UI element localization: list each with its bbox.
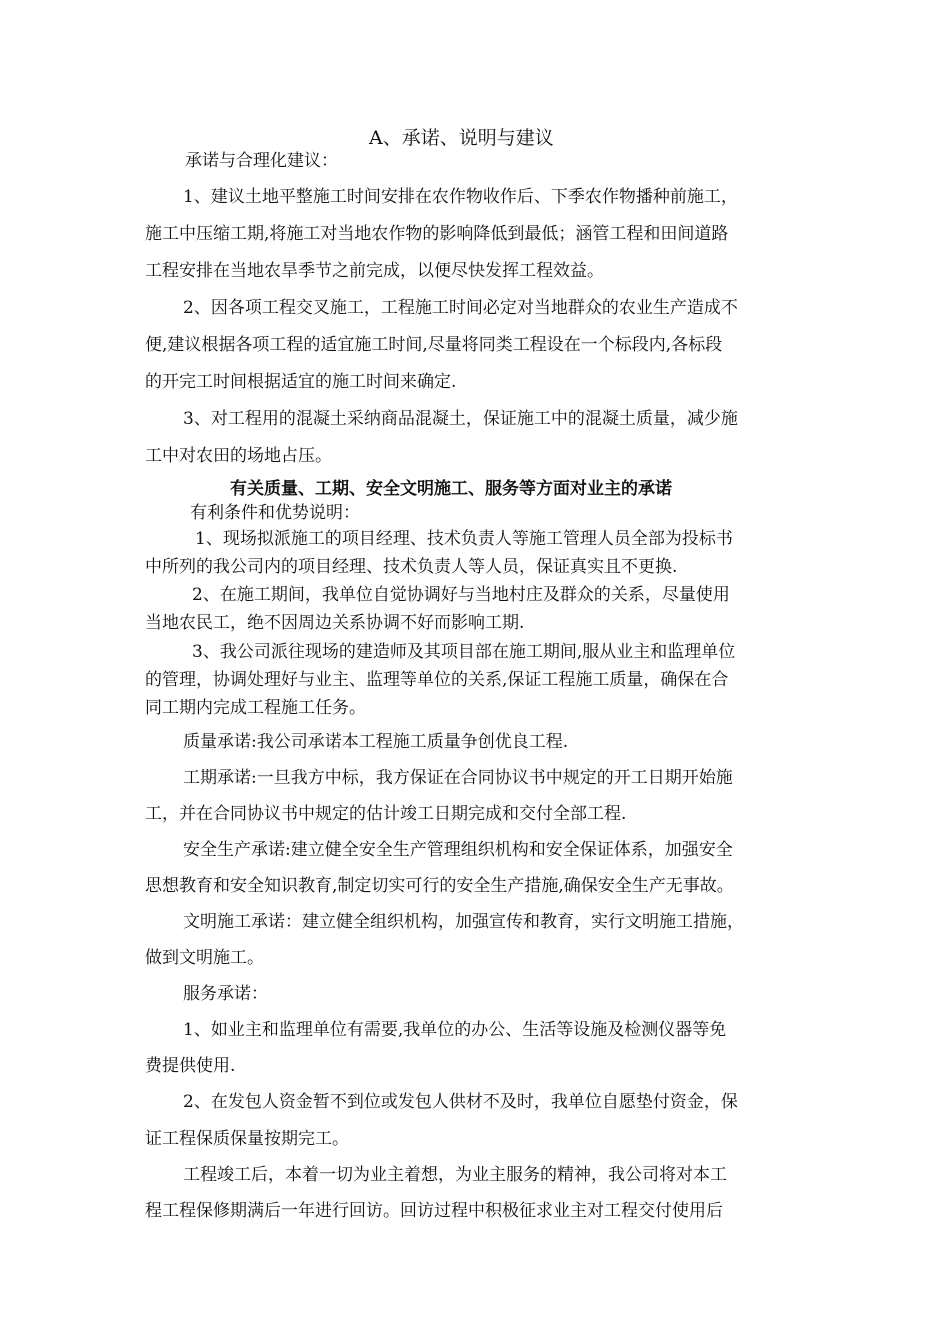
paragraph-line: 思想教育和安全知识教育,制定切实可行的安全生产措施,确保安全生产无事故。 bbox=[145, 876, 734, 896]
paragraph-line: 证工程保质保量按期完工。 bbox=[145, 1129, 349, 1149]
paragraph-line: 2、在施工期间，我单位自觉协调好与当地村庄及群众的关系，尽量使用 bbox=[192, 585, 730, 605]
paragraph-line: 当地农民工，绝不因周边关系协调不好而影响工期. bbox=[145, 613, 525, 633]
section-heading-suggestions: 承诺与合理化建议： bbox=[185, 151, 338, 171]
paragraph-line: 的管理，协调处理好与业主、监理等单位的关系,保证工程施工质量，确保在合 bbox=[145, 670, 729, 690]
paragraph-line: 1、如业主和监理单位有需要,我单位的办公、生活等设施及检测仪器等免 bbox=[183, 1020, 727, 1040]
paragraph-line: 施工中压缩工期,将施工对当地农作物的影响降低到最低；涵管工程和田间道路 bbox=[145, 224, 729, 244]
paragraph-line: 做到文明施工。 bbox=[145, 948, 264, 968]
paragraph-line: 3、我公司派往现场的建造师及其项目部在施工期间,服从业主和监理单位 bbox=[192, 642, 736, 662]
service-heading: 服务承诺： bbox=[183, 984, 268, 1004]
paragraph-line: 1、建议土地平整施工时间安排在农作物收作后、下季农作物播种前施工， bbox=[183, 187, 738, 207]
paragraph-line: 中所列的我公司内的项目经理、技术负责人等人员，保证真实且不更换. bbox=[145, 557, 678, 577]
paragraph-line: 便,建议根据各项工程的适宜施工时间,尽量将同类工程设在一个标段内,各标段 bbox=[145, 335, 723, 355]
paragraph-line: 工程竣工后，本着一切为业主着想，为业主服务的精神，我公司将对本工 bbox=[183, 1165, 727, 1185]
section-title-commitments: 有关质量、工期、安全文明施工、服务等方面对业主的承诺 bbox=[230, 479, 672, 499]
paragraph-line: 3、对工程用的混凝土采纳商品混凝土，保证施工中的混凝土质量，减少施 bbox=[183, 409, 738, 429]
paragraph-line: 2、因各项工程交叉施工，工程施工时间必定对当地群众的农业生产造成不 bbox=[183, 298, 738, 318]
paragraph-line: 的开完工时间根据适宜的施工时间来确定. bbox=[145, 372, 457, 392]
paragraph-line: 费提供使用. bbox=[145, 1056, 236, 1076]
paragraph-line: 工，并在合同协议书中规定的估计竣工日期完成和交付全部工程. bbox=[145, 804, 627, 824]
paragraph-line: 工程安排在当地农旱季节之前完成，以便尽快发挥工程效益。 bbox=[145, 261, 604, 281]
paragraph-line: 同工期内完成工程施工任务。 bbox=[145, 698, 366, 718]
paragraph-line: 程工程保修期满后一年进行回访。回访过程中积极征求业主对工程交付使用后 bbox=[145, 1201, 723, 1221]
quality-commitment: 质量承诺:我公司承诺本工程施工质量争创优良工程. bbox=[183, 732, 569, 752]
paragraph-line: 文明施工承诺：建立健全组织机构，加强宣传和教育，实行文明施工措施， bbox=[183, 912, 744, 932]
paragraph-line: 1、现场拟派施工的项目经理、技术负责人等施工管理人员全部为投标书 bbox=[195, 529, 733, 549]
paragraph-line: 工期承诺:一旦我方中标，我方保证在合同协议书中规定的开工日期开始施 bbox=[183, 768, 733, 788]
section-heading-advantages: 有利条件和优势说明： bbox=[190, 503, 360, 523]
paragraph-line: 2、在发包人资金暂不到位或发包人供材不及时，我单位自愿垫付资金，保 bbox=[183, 1092, 738, 1112]
document-title: A、承诺、说明与建议 bbox=[369, 127, 554, 149]
paragraph-line: 安全生产承诺:建立健全安全生产管理组织机构和安全保证体系，加强安全 bbox=[183, 840, 733, 860]
paragraph-line: 工中对农田的场地占压。 bbox=[145, 446, 332, 466]
